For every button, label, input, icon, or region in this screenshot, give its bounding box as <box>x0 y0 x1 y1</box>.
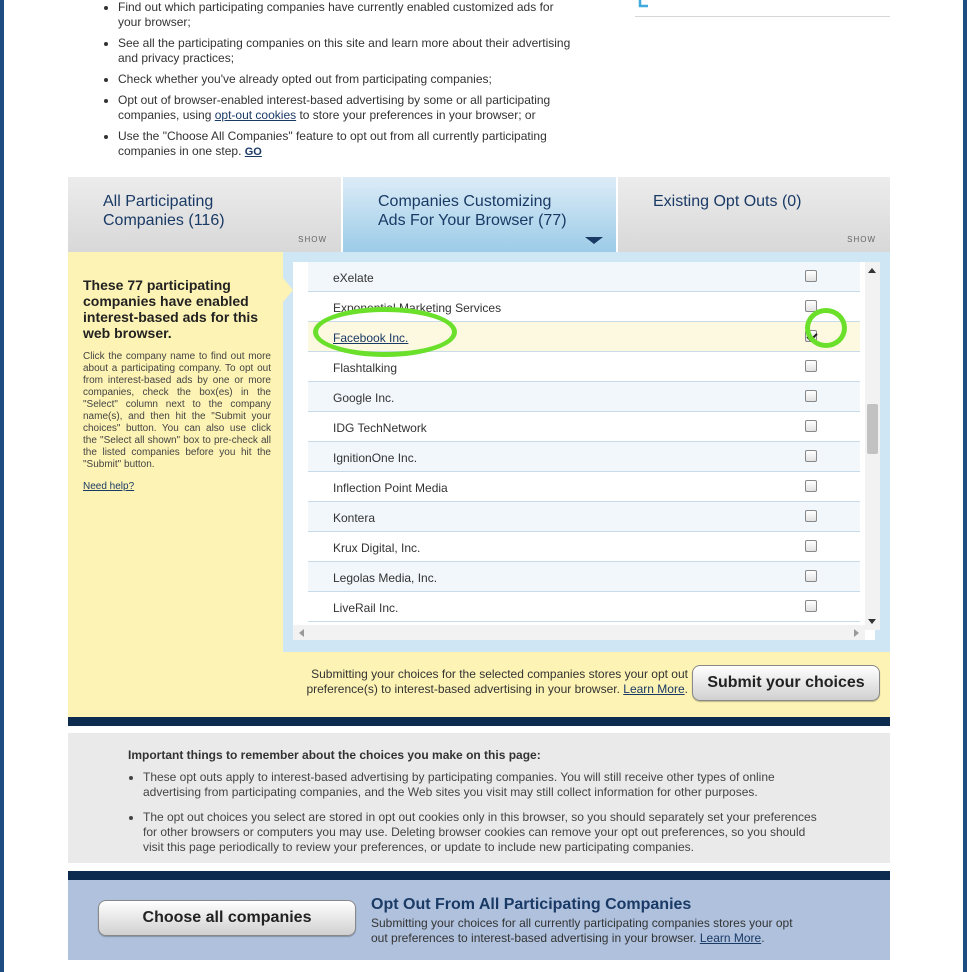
tab-show-label: SHOW <box>298 235 327 244</box>
company-row <box>308 442 860 472</box>
select-checkbox[interactable] <box>805 510 817 522</box>
scrollbar-thumb[interactable] <box>867 404 878 454</box>
company-name-link[interactable]: IDG TechNetwork <box>333 421 427 435</box>
important-notes <box>68 733 890 863</box>
select-checkbox[interactable] <box>805 390 817 402</box>
annotation-circle <box>313 307 457 357</box>
window-frame-left <box>0 0 4 972</box>
companies-panel <box>68 252 890 717</box>
panel-description: Click the company name to find out more about a participating company. To opt out from interest-based ads by one or more companies, check the box(es) in the "Select" column next to the company name(s), and then hit the "Submit your choices" button. You can also use click the "Select all shown" box to pre-check all the listed companies before you hit the "Submit" button. <box>83 351 271 470</box>
select-checkbox[interactable] <box>805 570 817 582</box>
horizontal-scrollbar[interactable] <box>293 625 865 640</box>
optout-all-description: Submitting your choices for all currently participating companies stores your opt out preferences to interest-based advertising in your browser. Learn More. <box>371 916 793 945</box>
intro-item-choose-all: • Use the "Choose All Companies" feature to opt out from all currently participating companies in one step. GO <box>118 129 580 160</box>
submit-description: Submitting your choices for the selected companies stores your opt out preference(s) to interest-based advertising in your browser. Learn More. <box>306 667 688 696</box>
panel-heading: These 77 participating companies have enabled interest-based ads for this web browser. <box>83 277 259 341</box>
important-list <box>143 770 823 865</box>
intro-item-optout: • Opt out of browser-enabled interest-based advertising by some or all participating companies, using opt-out cookies to store your preferences in your browser; or <box>118 93 580 123</box>
chevron-down-icon <box>585 237 603 244</box>
company-name-link[interactable]: Flashtalking <box>333 361 398 375</box>
panel-instructions <box>83 277 271 492</box>
section-divider <box>68 717 890 726</box>
tab-label: Existing Opt Outs (0) <box>653 193 802 210</box>
learn-more-link[interactable]: Learn More <box>699 931 762 945</box>
company-row <box>308 592 860 622</box>
company-row <box>308 412 860 442</box>
company-row <box>308 262 860 292</box>
scroll-right-icon[interactable] <box>854 629 859 637</box>
company-name-link[interactable]: Google Inc. <box>333 391 395 405</box>
optout-all-title: Opt Out From All Participating Companies <box>371 896 692 913</box>
choose-all-companies-button[interactable]: Choose all companies <box>98 900 356 936</box>
scroll-up-icon[interactable] <box>868 268 876 273</box>
intro-list <box>100 0 580 166</box>
window-frame-right <box>963 0 967 972</box>
tab-label: All Participating Companies (116) <box>103 193 225 229</box>
company-name-link[interactable]: Krux Digital, Inc. <box>333 541 421 555</box>
company-row <box>308 532 860 562</box>
company-tabs <box>68 177 890 252</box>
company-row <box>308 382 860 412</box>
scroll-down-icon[interactable] <box>868 619 876 624</box>
vertical-scrollbar[interactable] <box>865 262 880 630</box>
company-name-link[interactable]: eXelate <box>333 271 374 285</box>
section-divider <box>68 871 890 880</box>
select-checkbox[interactable] <box>805 600 817 612</box>
important-heading: Important things to remember about the choices you make on this page: <box>128 748 541 762</box>
panel-pointer <box>283 278 293 302</box>
need-help-link[interactable]: Need help? <box>83 481 135 492</box>
annotation-circle <box>805 308 847 348</box>
company-row <box>308 562 860 592</box>
select-checkbox[interactable] <box>805 360 817 372</box>
optout-all-section <box>68 880 890 960</box>
company-name-link[interactable]: Kontera <box>333 511 376 525</box>
top-right-divider <box>635 16 890 17</box>
company-name-link[interactable]: Legolas Media, Inc. <box>333 571 438 585</box>
tab-all-participating[interactable] <box>68 177 341 252</box>
go-link[interactable]: GO <box>244 146 262 158</box>
company-name-link[interactable]: Exponential Marketing Services <box>333 301 502 315</box>
intro-item: • See all the participating companies on this site and learn more about their advertising and privacy practices; <box>118 36 580 66</box>
company-row <box>308 502 860 532</box>
adchoices-icon <box>638 0 660 8</box>
submit-choices-button[interactable]: Submit your choices <box>692 665 880 701</box>
learn-more-link[interactable]: Learn More <box>623 682 685 696</box>
optout-cookies-link[interactable]: opt-out cookies <box>214 108 297 122</box>
intro-item: • Find out which participating companies have currently enabled customized ads for your browser; <box>118 0 580 30</box>
company-name-link[interactable]: IgnitionOne Inc. <box>333 451 418 465</box>
select-checkbox[interactable] <box>805 270 817 282</box>
company-row <box>308 472 860 502</box>
scroll-left-icon[interactable] <box>299 629 304 637</box>
select-checkbox[interactable] <box>805 480 817 492</box>
tab-label: Companies Customizing Ads For Your Browser (77) <box>378 193 567 229</box>
select-checkbox[interactable] <box>805 540 817 552</box>
company-name-link[interactable]: Facebook Inc. <box>333 331 409 345</box>
select-checkbox[interactable] <box>805 420 817 432</box>
tab-existing-opt-outs[interactable] <box>618 177 890 252</box>
important-item: • These opt outs apply to interest-based advertising by participating companies. You will still receive other types of online advertising from participating companies, and the Web sites you visit may still collect information for other purposes. <box>143 770 823 800</box>
company-name-link[interactable]: Inflection Point Media <box>333 481 448 495</box>
tab-show-label: SHOW <box>847 235 876 244</box>
important-item: • The opt out choices you select are stored in opt out cookies only in this browser, so you should separately set your preferences for other browsers or computers you may use. Deleting browser cookies can remove your opt out preferences, so you should visit this page periodically to review your preferences, or update to include new participating companies. <box>143 810 823 855</box>
intro-item: • Check whether you've already opted out from participating companies; <box>118 72 580 87</box>
company-name-link[interactable]: LiveRail Inc. <box>333 601 399 615</box>
tab-customizing-ads[interactable] <box>343 177 616 252</box>
select-checkbox[interactable] <box>805 450 817 462</box>
